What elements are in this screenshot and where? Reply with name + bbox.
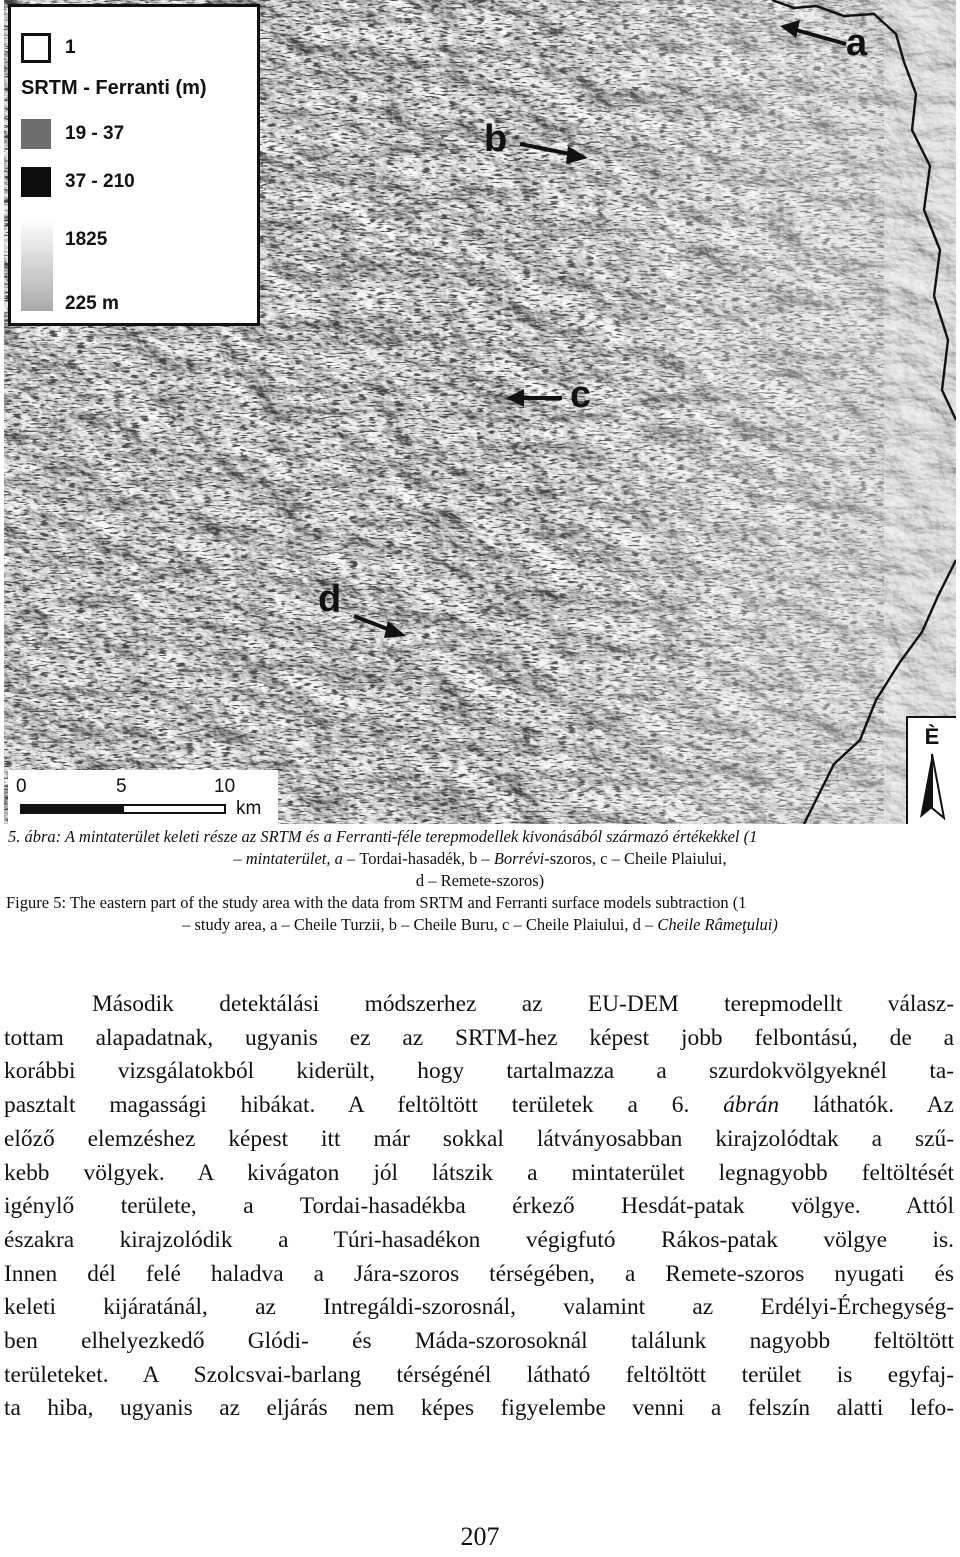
- legend-study-area: [21, 33, 76, 63]
- figure-map: [4, 0, 956, 824]
- north-arrow: [906, 716, 956, 824]
- body-line: ta hiba, ugyanis az eljárás nem képes figyelembe venni a felszín alatti lefo-: [4, 1395, 954, 1422]
- marker-d: d: [318, 578, 342, 620]
- body-line: területeket. A Szolcsvai-barlang térségénél látható feltöltött terület is egyfaj-: [4, 1361, 954, 1388]
- body-line: keleti kijáratánál, az Intregáldi-szorosnál, valamint az Erdélyi-Érchegység-: [4, 1294, 954, 1321]
- body-line: [4, 1089, 954, 1123]
- elevation-high-label: 1825: [65, 229, 108, 250]
- elevation-low-label: 225 m: [65, 293, 119, 314]
- body-line: kebb völgyek. A kivágaton jól látszik a mintaterület legnagyobb feltöltését: [4, 1159, 954, 1186]
- map-legend: [8, 4, 260, 326]
- body-line: északra kirajzolódik a Túri-hasadékon végigfutó Rákos-patak völgye is.: [4, 1226, 954, 1253]
- caption-hu-2c: Borrévi: [493, 849, 545, 868]
- caption-hu-2b: Tordai-hasadék, b –: [359, 849, 494, 868]
- body-line: előző elemzéshez képest itt már sokkal látványosabban kirajzolódtak a szű-: [4, 1125, 954, 1152]
- study-area-swatch: [21, 33, 51, 63]
- marker-b: b: [484, 118, 508, 160]
- body-line: tottam alapadatnak, ugyanis ez az SRTM-hez képest jobb felbontású, de a: [4, 1024, 954, 1051]
- marker-a: a: [846, 22, 868, 64]
- north-label: È: [924, 724, 940, 749]
- body-line: Innen dél felé haladva a Jára-szoros térségében, a Remete-szoros nyugati és: [4, 1260, 954, 1287]
- body-line-4c: láthatók. Az: [779, 1092, 955, 1119]
- scale-unit: km: [236, 798, 262, 819]
- body-line-4a: pasztalt magassági hibákat. A feltöltött területek a 6.: [4, 1092, 724, 1119]
- caption-hu-line-2: [4, 848, 956, 870]
- body-line: korábbi vizsgálatokból kiderült, hogy tartalmazza a szurdokvölgyeknél ta-: [4, 1058, 954, 1085]
- caption-en-2a: – study area, a – Cheile Turzii, b – Cheile Buru, c – Cheile Plaiului, d –: [182, 915, 658, 934]
- caption-hu-line-1: 5. ábra: A mintaterület keleti része az SRTM és a Ferranti-féle terepmodellek kivonásából származó értékekkel (1: [8, 827, 758, 846]
- figure-reference: ábrán: [723, 1092, 780, 1119]
- class-2-swatch: [21, 167, 51, 197]
- scale-segment-1: [20, 804, 124, 814]
- north-arrow-icon: [908, 752, 956, 824]
- legend-study-area-label: 1: [65, 37, 76, 58]
- elevation-gradient: [21, 219, 53, 311]
- legend-class-1-label: 19 - 37: [65, 123, 125, 144]
- legend-class-2: [21, 167, 135, 197]
- caption-en-2b: Cheile Râmeţului): [657, 915, 778, 934]
- caption-hu-2a: – mintaterület, a –: [233, 849, 360, 868]
- scale-tick-5: 5: [116, 776, 127, 797]
- body-line: ben elhelyezkedő Glódi- és Máda-szorosoknál találunk nagyobb feltöltött: [4, 1328, 954, 1355]
- scale-segment-2: [122, 804, 226, 814]
- figure-caption: [4, 826, 956, 936]
- caption-en-line-1: Figure 5: The eastern part of the study area with the data from SRTM and Ferranti surface models subtraction (1: [6, 893, 747, 912]
- scale-tick-10: 10: [214, 776, 236, 797]
- body-paragraph: [4, 988, 954, 1426]
- body-line: igénylő területe, a Tordai-hasadékba érkező Hesdát-patak völgye. Attól: [4, 1193, 954, 1220]
- scale-tick-0: 0: [16, 776, 27, 797]
- scale-bar: [8, 770, 278, 824]
- class-1-swatch: [21, 119, 51, 149]
- page-number: 207: [460, 1522, 500, 1551]
- legend-class-2-label: 37 - 210: [65, 171, 135, 192]
- legend-class-1: [21, 119, 124, 149]
- body-line: Második detektálási módszerhez az EU-DEM terepmodellt válasz-: [92, 991, 954, 1017]
- legend-title: SRTM - Ferranti (m): [21, 77, 207, 99]
- marker-c: c: [570, 374, 592, 416]
- caption-hu-line-3: d – Remete-szoros): [415, 871, 545, 890]
- caption-en-line-2: [4, 914, 956, 936]
- caption-hu-2d: -szoros, c – Cheile Plaiului,: [544, 849, 727, 868]
